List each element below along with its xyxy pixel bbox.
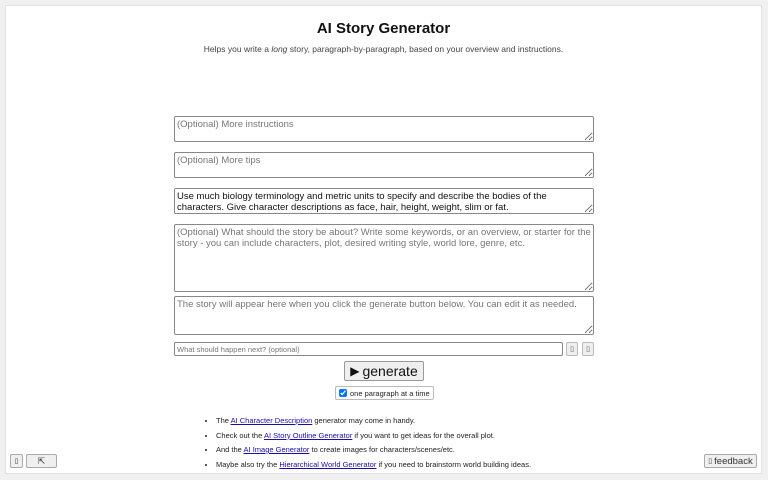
more-instructions-textarea[interactable] — [174, 116, 594, 142]
undo-button[interactable]: ▯ — [566, 342, 578, 356]
more-tips-textarea[interactable] — [174, 152, 594, 178]
one-paragraph-checkbox[interactable] — [339, 389, 347, 397]
one-paragraph-label: one paragraph at a time — [350, 388, 430, 398]
feedback-label: feedback — [714, 455, 753, 467]
ai-character-description-link[interactable]: AI Character Description — [230, 416, 313, 425]
subtitle-text-end: story, paragraph-by-paragraph, based on your overview and instructions. — [287, 44, 564, 54]
generate-button[interactable] — [344, 361, 424, 381]
story-output-textarea[interactable] — [174, 296, 594, 335]
subtitle-text: Helps you write a — [203, 44, 272, 54]
list-item — [216, 431, 531, 440]
one-paragraph-option[interactable] — [335, 386, 434, 400]
hierarchical-world-generator-link[interactable]: Hierarchical World Generator — [279, 459, 377, 469]
list-item — [216, 445, 531, 454]
redo-button[interactable]: ▯ — [582, 342, 594, 356]
list-item — [216, 460, 531, 469]
story-overview-textarea[interactable] — [174, 224, 594, 292]
generate-label: generate — [362, 363, 418, 379]
list-item — [216, 416, 531, 425]
tip-text: The — [216, 416, 231, 425]
tip-text: And the — [216, 445, 244, 454]
page-subtitle — [6, 44, 761, 54]
expand-icon[interactable]: ⇱ — [26, 454, 57, 468]
tip-text: Check out the — [216, 430, 264, 440]
tip-text: if you need to brainstorm world building ideas. — [376, 459, 532, 469]
menu-button[interactable]: ▯ — [10, 454, 23, 468]
feedback-icon: ▯ — [708, 458, 713, 465]
style-instructions-textarea[interactable] — [174, 188, 594, 214]
subtitle-emphasis: long — [271, 44, 288, 54]
tip-text: generator may come in handy. — [312, 416, 416, 425]
play-icon: ▶ — [350, 364, 360, 378]
tip-text: to create images for characters/scenes/etc. — [309, 445, 455, 454]
tips-list — [204, 416, 531, 474]
ai-story-outline-link[interactable]: AI Story Outline Generator — [263, 430, 353, 440]
feedback-button[interactable] — [704, 454, 757, 468]
what-next-input[interactable] — [174, 342, 563, 356]
tip-text: if you want to get ideas for the overall plot. — [352, 430, 495, 440]
page-title: AI Story Generator — [316, 20, 451, 37]
ai-image-generator-link[interactable]: AI Image Generator — [243, 445, 310, 454]
tip-text: Maybe also try the — [216, 459, 280, 469]
